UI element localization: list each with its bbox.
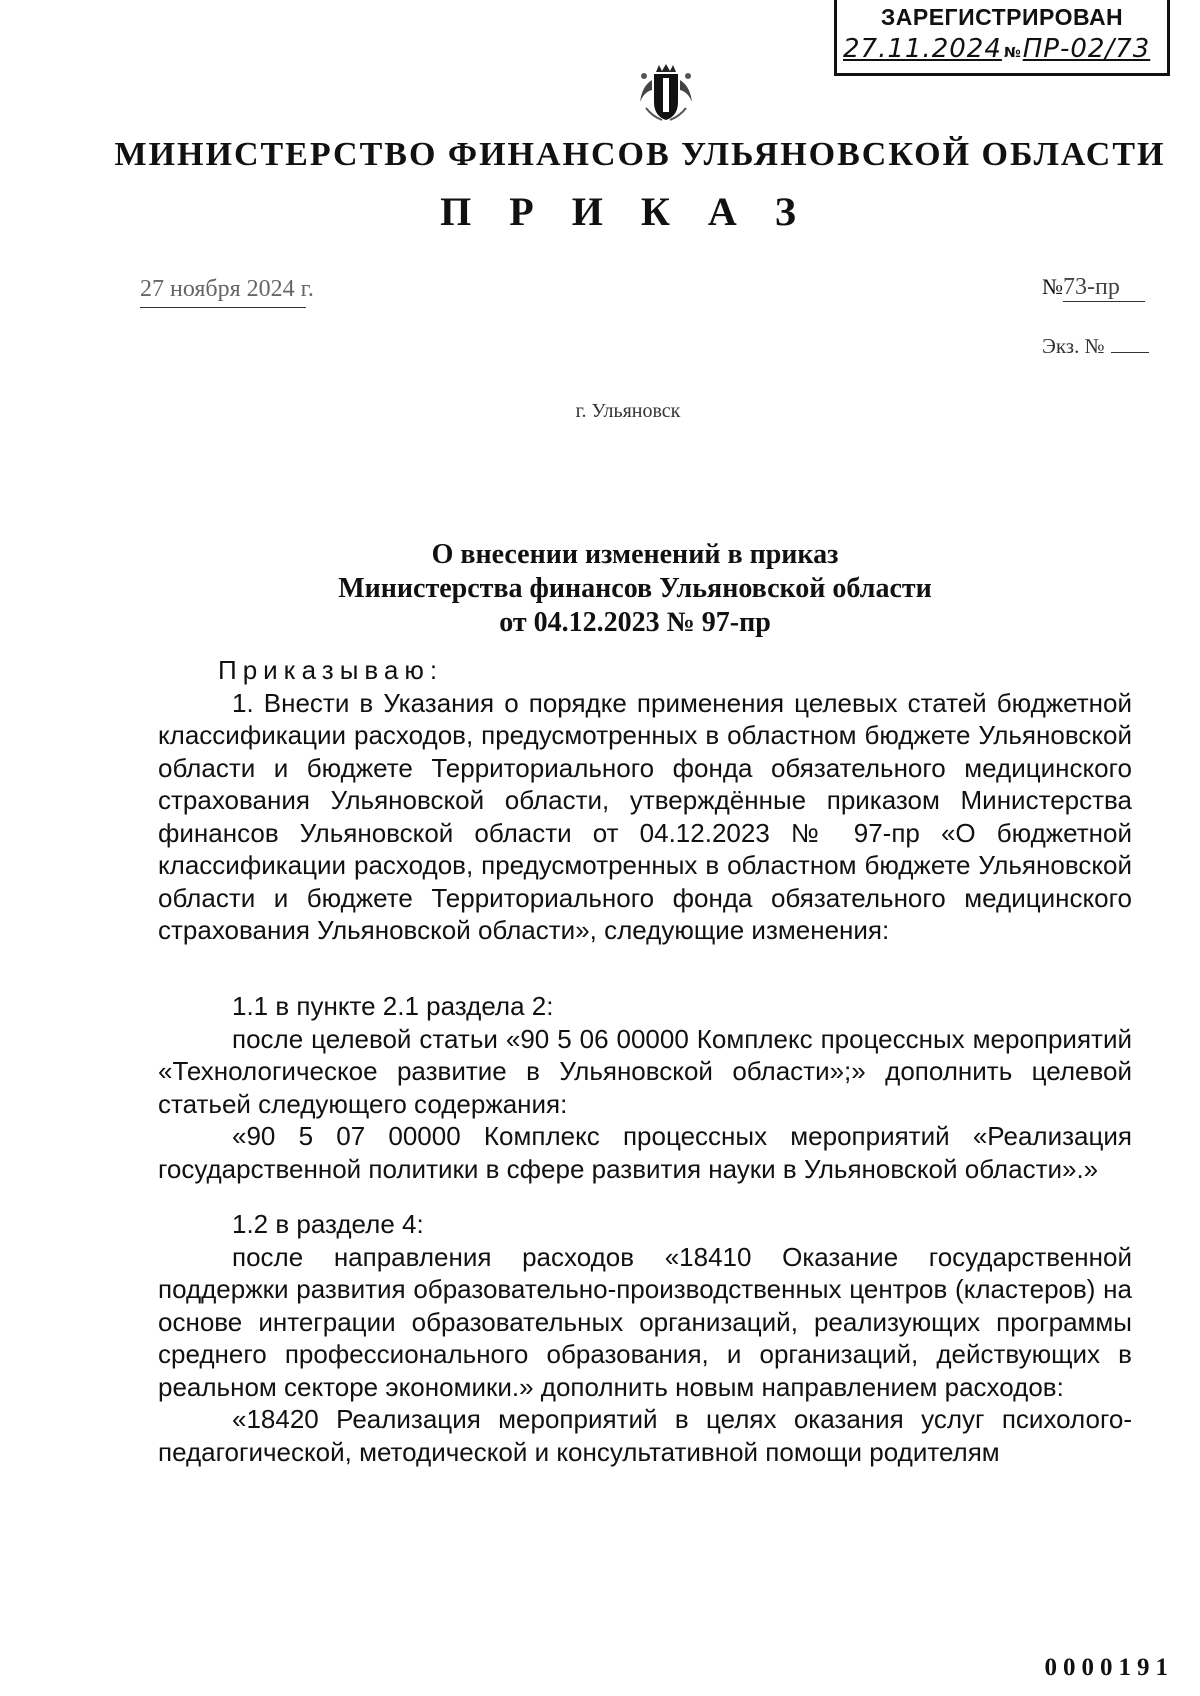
copy-number-blank [1111,352,1149,353]
paragraph-item-1: 1. Внести в Указания о порядке применения целевых статей бюджетной классификации расходов, предусмотренных в областном бюджете Ульяновской области и бюджете Территориального фонда обязательного медицинского страхования Ульяновской области, утверждённые приказом Министерства финансов Ульяновской области от 04.12.2023 № 97-пр «О бюджетной классификации расходов, предусмотренных в областном бюджете Ульяновской области и бюджете Территориального фонда обязательного медицинского страхования Ульяновской области», следующие изменения: [158,687,1132,945]
stamp-registration-line [843,34,1161,64]
page-code: 0000191 [1044,1654,1174,1681]
copy-number-label: Экз. № [1042,334,1105,358]
registration-stamp [834,0,1170,76]
order-word: Приказываю: [218,655,444,685]
stamp-title: ЗАРЕГИСТРИРОВАН [880,4,1124,30]
document-title [0,538,1200,640]
number-value: 73-пр [1063,274,1145,302]
document-date: 27 ноября 2024 г. [140,276,306,308]
document-type: П Р И К А З [440,189,810,234]
copy-number [1042,334,1149,359]
city: г. Ульяновск [575,400,681,422]
coat-of-arms-icon [628,62,704,124]
title-line-3: от 04.12.2023 № 97-пр [499,607,771,638]
item-1-1-heading: 1.1 в пункте 2.1 раздела 2: [232,991,554,1021]
document-body [158,654,1132,947]
item-1-2-heading: 1.2 в разделе 4: [232,1209,424,1239]
section-1-1 [158,990,1132,1185]
title-line-2: Министерства финансов Ульяновской области [338,573,932,604]
stamp-number: ПР-02/73 [1022,34,1151,64]
section-1-2 [158,1208,1132,1468]
ministry-name: МИНИСТЕРСТВО ФИНАНСОВ УЛЬЯНОВСКОЙ ОБЛАСТИ [114,136,1166,173]
stamp-number-sign: № [1003,45,1021,61]
stamp-date: 27.11.2024 [843,34,1002,64]
item-1-2-text: после направления расходов «18410 Оказание государственной поддержки развития образовательно-производственных центров (кластеров) на основе интеграции образовательных организаций, реализующих программы среднего профессионального образования, и организаций, действующих в реальном секторе экономики.» дополнить новым направлением расходов: [158,1241,1132,1402]
number-sign: № [1042,274,1063,299]
document-number [1042,274,1145,302]
item-1-1-quote: «90 5 07 00000 Комплекс процессных мероприятий «Реализация государственной политики в сфере развития науки в Ульяновской области».» [158,1121,1132,1184]
item-1-2-quote: «18420 Реализация мероприятий в целях оказания услуг психолого-педагогической, методической и консультативной помощи родителям [158,1404,1132,1467]
item-1-1-text: после целевой статьи «90 5 06 00000 Комплекс процессных мероприятий «Технологическое развитие в Ульяновской области»;» дополнить целевой статьей следующего содержания: [158,1023,1132,1119]
title-line-1: О внесении изменений в приказ [431,539,839,570]
